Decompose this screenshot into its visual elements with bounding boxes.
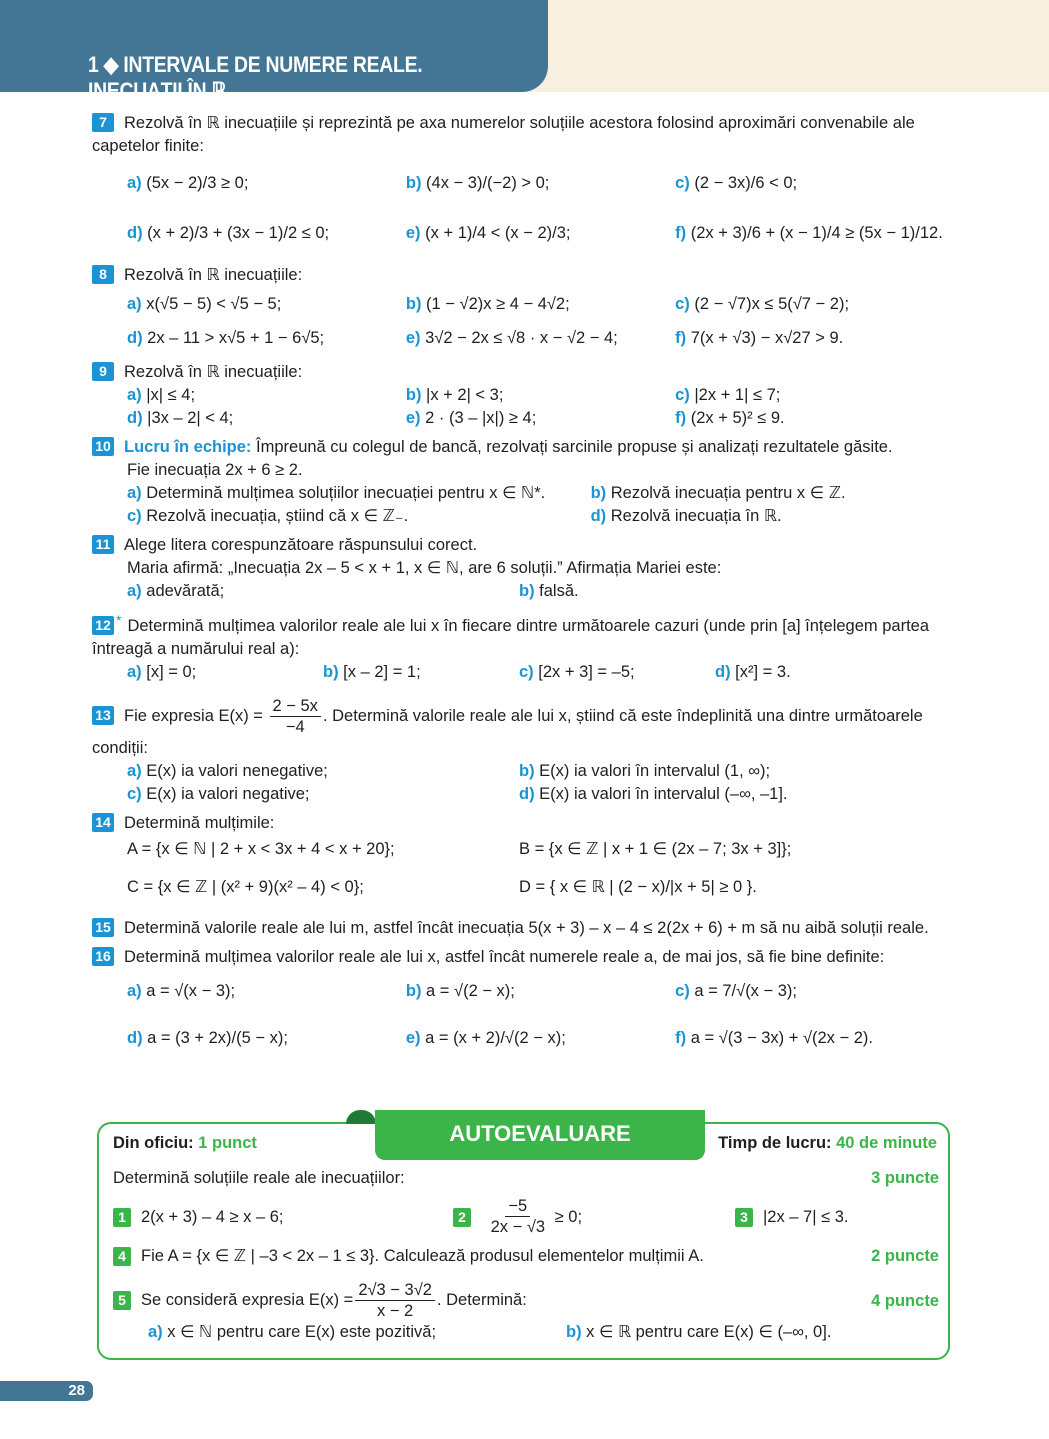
exercise-text: Determină mulțimea valorilor reale ale lui x în fiecare dintre următoarele cazuri (unde prin [a] înțelegem partea întreagă a numărului real a): — [92, 617, 930, 658]
item-c: c) (2 − √7)x ≤ 5(√7 − 2); — [675, 294, 850, 313]
exercise-number: 15 — [92, 918, 114, 937]
autoevaluare-title: AUTOEVALUARE — [375, 1110, 705, 1160]
set-a: A = {x ∈ ℕ | 2 + x < 3x + 4 < x + 20}; — [127, 839, 395, 858]
item-a: a) E(x) ia valori nenegative; — [127, 762, 328, 780]
item-a: a) Determină mulțimea soluțiilor inecuației pentru x ∈ ℕ*. — [127, 484, 546, 502]
item-a: a) x(√5 − 5) < √5 − 5; — [127, 294, 282, 313]
item-c: c) E(x) ia valori negative; — [127, 785, 310, 803]
set-b: B = {x ∈ ℤ | x + 1 ∈ (2x – 7; 3x + 3]}; — [519, 839, 792, 858]
item-e: e) 3√2 − 2x ≤ √8 · x − √2 − 4; — [405, 328, 618, 347]
exercise-14 — [92, 812, 954, 911]
item-e: e) 2 · (3 – |x|) ≥ 4; — [405, 409, 537, 427]
exercise-text: Determină mulțimea valorilor reale ale lui x, astfel încât numerele reale a, de mai jos, să fie bine definite: — [124, 948, 885, 966]
fraction: $\frac{2 - 5x}{-4}$ — [270, 696, 321, 737]
exercise-text: Împreună cu colegul de bancă, rezolvați sarcinile propuse și analizați rezultatele găsite. — [251, 438, 893, 456]
exercise-number: 13 — [92, 706, 114, 725]
item-f: f) (2x + 5)² ≤ 9. — [675, 409, 785, 427]
exercise-text: Rezolvă în ℝ inecuațiile și reprezintă pe axa numerelor soluțiile acestora folosind aproximări convenabile ale capetelor finite: — [92, 114, 915, 155]
item-c: c) a = 7/√(x − 3); — [675, 981, 797, 1000]
exercise-8 — [92, 264, 954, 355]
item-b: b) (4x − 3)/(−2) > 0; — [405, 173, 550, 192]
exercise-number: 8 — [92, 265, 114, 284]
timp-de-lucru: Timp de lucru: 40 de minute — [718, 1134, 937, 1152]
item-b: b) E(x) ia valori în intervalul (1, ∞); — [519, 762, 771, 780]
item-e: e) (x + 1)/4 < (x − 2)/3; — [405, 223, 571, 242]
exercise-13: 13 Fie expresia E(x) = $\frac{2 - 5x}{-4}$ . Determină valorile reale ale lui x, știind că este îndeplinită una dintre următoarele condiții: a) E(x) ia valori nenegative; b) E(x) ia valori în intervalul (1, ∞); c) E(x) ia valori negative; d) E(x) ia valori în intervalul (–∞, –1]. — [92, 696, 954, 806]
item-a: a) [x] = 0; — [127, 663, 197, 681]
exercise-12 — [92, 609, 954, 684]
item-b: b) |x + 2| < 3; — [405, 386, 504, 404]
points: 2 puncte — [871, 1247, 939, 1265]
auto-row-1-3 — [113, 1198, 939, 1237]
exercise-16 — [92, 946, 954, 1063]
set-c: C = {x ∈ ℤ | (x² + 9)(x² – 4) < 0}; — [127, 877, 364, 896]
item-b: b) a = √(2 − x); — [405, 981, 515, 1000]
item-d: d) E(x) ia valori în intervalul (–∞, –1]. — [519, 785, 788, 803]
item-b: b) Rezolvă inecuația pentru x ∈ ℤ. — [590, 484, 846, 502]
chapter-title: 1 ◆ INTERVALE DE NUMERE REALE. INECUAȚII ÎN ℝ — [88, 52, 423, 103]
exercise-text: Determină valorile reale ale lui m, astfel încât inecuația 5(x + 3) – x – 4 ≤ 2(2x + 6) + m să nu aibă soluții reale. — [124, 919, 929, 937]
exercise-7 — [92, 112, 954, 258]
item-b: b) falsă. — [519, 582, 579, 600]
points: 3 puncte — [871, 1169, 939, 1187]
ribbon-curl-left — [346, 1110, 376, 1124]
exercise-line: Fie inecuația 2x + 6 ≥ 2. — [127, 461, 303, 479]
exercise-number: 9 — [92, 362, 114, 381]
item-d: d) [x²] = 3. — [715, 663, 791, 681]
exercise-text: Rezolvă în ℝ inecuațiile: — [124, 266, 303, 284]
item-c: c) Rezolvă inecuația, știind că x ∈ ℤ₋. — [127, 507, 409, 525]
exercise-text: Alege litera corespunzătoare răspunsului corect. — [124, 536, 478, 554]
exercise-number: 12 — [92, 616, 114, 635]
exercise-number: 16 — [92, 947, 114, 966]
chapter-tab — [0, 0, 548, 103]
exercise-text: Determină mulțimile: — [124, 814, 275, 832]
item-f: f) 7(x + √3) − x√27 > 9. — [675, 328, 844, 347]
item-b: b) (1 − √2)x ≥ 4 − 4√2; — [405, 294, 570, 313]
exercise-text: Rezolvă în ℝ inecuațiile: — [124, 363, 303, 381]
exercise-9 — [92, 361, 954, 430]
item-a: a) a = √(x − 3); — [127, 981, 236, 1000]
difficulty-star-icon: * — [116, 612, 122, 628]
exercise-number: 14 — [92, 813, 114, 832]
exercise-number: 10 — [92, 437, 114, 456]
exercise-line: Maria afirmă: „Inecuația 2x – 5 < x + 1, x ∈ ℕ, are 6 soluții.” Afirmația Mariei este: — [127, 559, 722, 577]
item-d: d) a = (3 + 2x)/(5 − x); — [127, 1028, 288, 1047]
exercise-11 — [92, 534, 954, 603]
exercise-15 — [92, 917, 954, 940]
item-d: d) |3x – 2| < 4; — [127, 409, 234, 427]
item-f: f) (2x + 3)/6 + (x − 1)/4 ≥ (5x − 1)/12. — [675, 223, 943, 242]
exercise-list — [92, 112, 954, 1069]
auto-q2: 2 $\frac{-5}{2x - √3}$ ≥ 0; — [453, 1198, 735, 1237]
item-e: e) a = (x + 2)/√(2 − x); — [405, 1028, 566, 1047]
din-oficiu: Din oficiu: 1 punct — [113, 1134, 257, 1152]
auto-q3: 3 |2x – 7| ≤ 3. — [735, 1206, 849, 1229]
item-c: c) |2x + 1| ≤ 7; — [675, 386, 781, 404]
points: 4 puncte — [871, 1292, 939, 1310]
item-a: a) (5x − 2)/3 ≥ 0; — [127, 173, 249, 192]
item-b: b) [x – 2] = 1; — [323, 663, 421, 681]
exercise-number: 11 — [92, 535, 114, 554]
item-c: c) (2 − 3x)/6 < 0; — [675, 173, 798, 192]
exercise-number: 7 — [92, 113, 114, 132]
item-f: f) a = √(3 − 3x) + √(2x − 2). — [675, 1028, 873, 1047]
item-c: c) [2x + 3] = –5; — [519, 663, 635, 681]
auto-q1: 1 2(x + 3) – 4 ≥ x – 6; — [113, 1206, 453, 1229]
auto-q4: 4 Fie A = {x ∈ ℤ | –3 < 2x – 1 ≤ 3}. Calculează produsul elementelor mulțimii A. 2 puncte — [113, 1245, 939, 1268]
set-d: D = { x ∈ ℝ | (2 − x)/|x + 5| ≥ 0 }. — [519, 877, 757, 896]
team-work-label: Lucru în echipe: — [124, 438, 252, 456]
page-number: 28 — [0, 1381, 93, 1401]
item-d: d) 2x – 11 > x√5 + 1 − 6√5; — [127, 328, 325, 347]
auto-q5: 5 Se consideră expresia E(x) = $\frac{2√3 - 3√2}{x - 2}$ . Determină: 4 puncte a) x ∈ ℕ pentru care E(x) este pozitivă; b) x ∈ ℝ pentru care E(x) ∈ (–∞, 0]. — [113, 1280, 939, 1344]
item-d: d) Rezolvă inecuația în ℝ. — [590, 507, 782, 525]
exercise-10 — [92, 436, 954, 528]
auto-intro: Determină soluțiile reale ale inecuațiilor: 3 puncte — [113, 1167, 939, 1190]
item-a: a) adevărată; — [127, 582, 225, 600]
item-d: d) (x + 2)/3 + (3x − 1)/2 ≤ 0; — [127, 223, 330, 242]
item-a: a) |x| ≤ 4; — [127, 386, 196, 404]
